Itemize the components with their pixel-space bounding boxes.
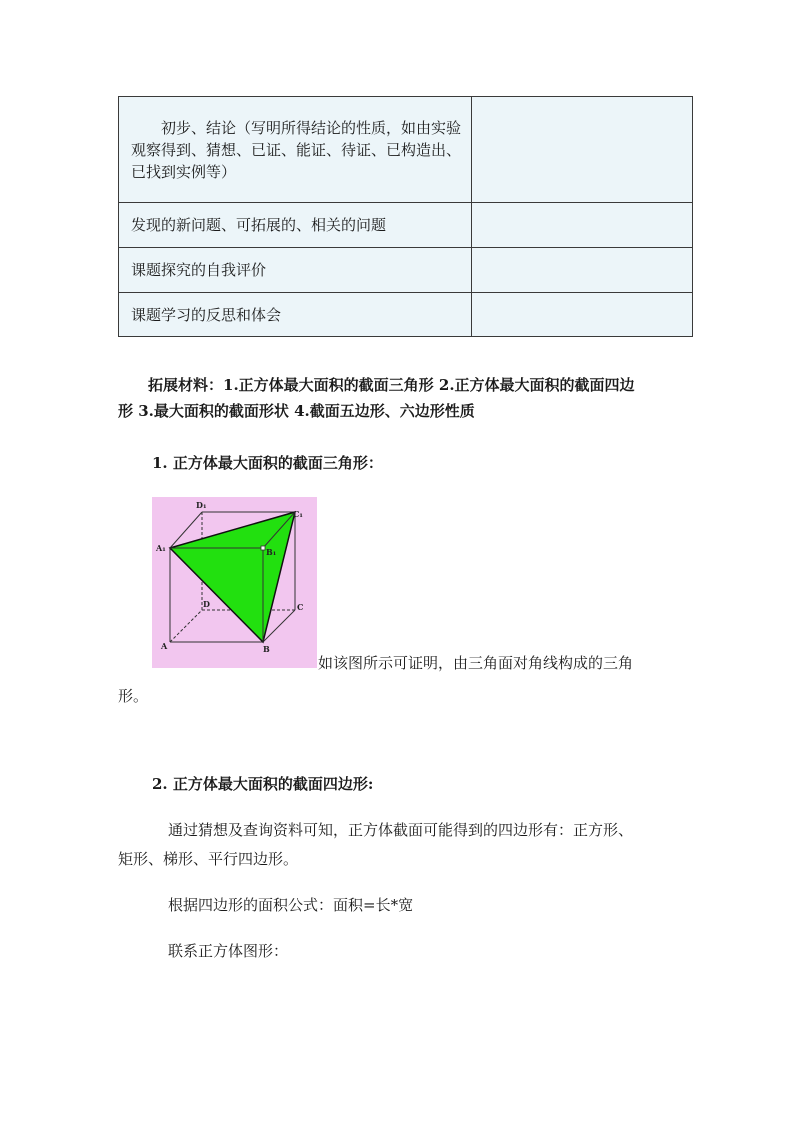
row-label-self-evaluation: 课题探究的自我评价 [119,248,472,293]
extension-materials [118,372,678,424]
review-table [118,96,693,337]
figure-caption-line-1: 如该图所示可证明，由三角面对角线构成的三角 [318,654,634,672]
figure-caption-line-2: 形。 [118,687,149,705]
row-value-reflection[interactable] [472,293,693,337]
label-b: B [263,644,270,654]
label-a: A [161,641,168,651]
label-c1: C₁ [293,509,303,519]
paragraph-area-formula: 根据四边形的面积公式：面积=长*宽 [168,896,414,914]
paragraph-1-line-2: 矩形、梯形、平行四边形。 [118,850,299,868]
section-1-heading: 1. 正方体最大面积的截面三角形： [152,454,383,472]
table-row [119,248,693,293]
label-d1: D₁ [196,500,207,510]
paragraph-1-line-1: 通过猜想及查询资料可知，正方体截面可能得到的四边形有：正方形、 [168,821,634,839]
row-value-conclusion[interactable] [472,97,693,203]
extension-line-2: 形 3.最大面积的截面形状 4.截面五边形、六边形性质 [118,402,475,420]
cube-cross-section-figure [152,497,317,668]
table-row [119,203,693,248]
section-2-heading: 2. 正方体最大面积的截面四边形: [152,775,374,793]
row-label-new-problems: 发现的新问题、可拓展的、相关的问题 [119,203,472,248]
table-row [119,97,693,203]
label-a1: A₁ [156,543,166,553]
paragraph-cube-figure: 联系正方体图形： [168,942,289,960]
vertex-marker-b1 [261,546,265,550]
extension-line-1: 拓展材料：1.正方体最大面积的截面三角形 2.正方体最大面积的截面四边 [148,376,635,394]
table-row [119,293,693,337]
row-label-reflection: 课题学习的反思和体会 [119,293,472,337]
row-value-new-problems[interactable] [472,203,693,248]
label-b1: B₁ [266,547,277,557]
label-c: C [297,602,304,612]
label-d: D [203,599,210,609]
row-label-conclusion: 初步、结论（写明所得结论的性质，如由实验观察得到、猜想、已证、能证、待证、已构造出、已找到实例等） [119,97,472,203]
row-value-self-evaluation[interactable] [472,248,693,293]
